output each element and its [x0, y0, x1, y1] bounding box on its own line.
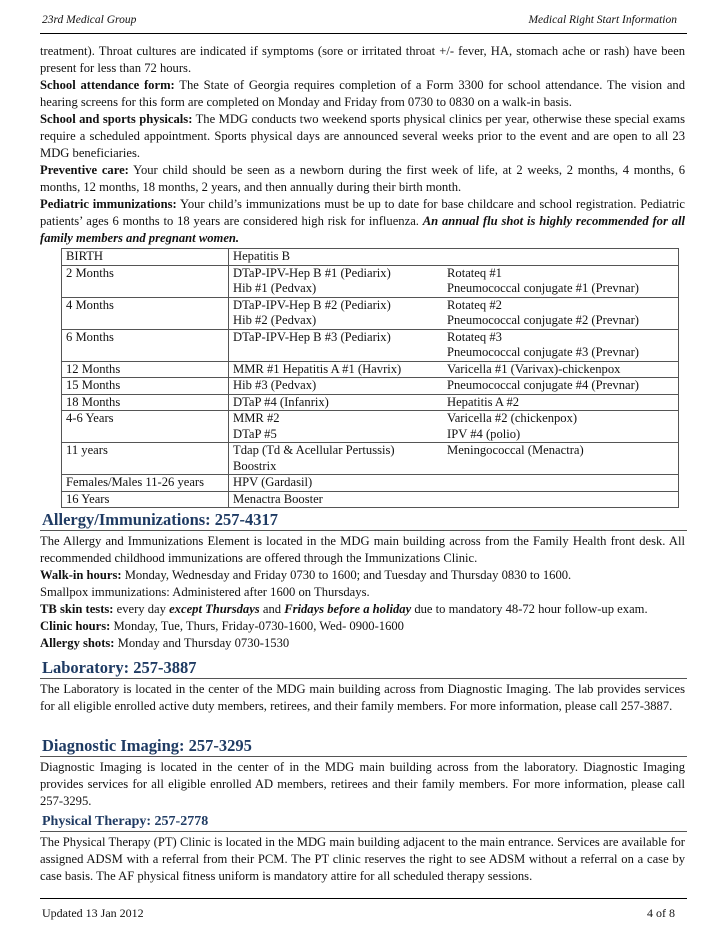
schedule-vaccine-cell — [229, 329, 444, 361]
allergy-shots-text: Monday and Thursday 0730-1530 — [114, 636, 290, 650]
schedule-age-cell: 16 Years — [62, 491, 229, 508]
schedule-row — [62, 265, 679, 297]
schedule-vaccine-line: Pneumococcal conjugate #4 (Prevnar) — [447, 378, 639, 392]
schedule-vaccine-line: HPV (Gardasil) — [233, 475, 313, 489]
walkin-hours-text: Monday, Wednesday and Friday 0730 to 1600; and Tuesday and Thursday 0830 to 1600. — [121, 568, 572, 582]
smallpox-line: Smallpox immunizations: Administered after 1600 on Thursdays. — [40, 585, 370, 599]
schedule-vaccine-cell — [229, 265, 444, 297]
clinic-hours-label: Clinic hours: — [40, 619, 111, 633]
schedule-vaccine-line: Pneumococcal conjugate #2 (Prevnar) — [447, 313, 639, 327]
sports-physicals-paragraph — [40, 111, 685, 162]
schedule-vaccine-line: DTaP-IPV-Hep B #3 (Pediarix) — [233, 329, 391, 344]
schedule-vaccine-line: Hepatitis B — [233, 249, 291, 263]
schedule-vaccine-line — [447, 459, 674, 475]
diagnostic-imaging-heading: Diagnostic Imaging: 257-3295 — [40, 736, 687, 757]
schedule-age-cell: 6 Months — [62, 329, 229, 361]
allergy-heading: Allergy/Immunizations: 257-4317 — [40, 510, 687, 531]
walkin-hours-label: Walk-in hours: — [40, 568, 122, 582]
preventive-care-paragraph — [40, 162, 685, 196]
schedule-age-cell: 11 years — [62, 443, 229, 475]
schedule-vaccine-line: Hib #3 (Pedvax) — [233, 378, 317, 392]
physical-therapy-section — [40, 813, 687, 885]
schedule-vaccine-line: Rotateq #3 — [447, 329, 502, 344]
schedule-vaccine-line: Hib #1 (Pedvax) — [233, 281, 317, 295]
schedule-vaccine-line — [447, 492, 674, 508]
schedule-vaccine-line: Hepatitis A #2 — [447, 394, 520, 409]
diagnostic-imaging-text: Diagnostic Imaging is located in the center of in the MDG main building across from the laboratory. Diagnostic Imaging provides services for all eligible enrolled AD members, retirees and their family members. For more information, please call 257-3295. — [40, 760, 685, 808]
sports-physicals-text: The MDG conducts two weekend sports physical clinics per year, otherwise these special exams require a scheduled appointment. Sports physical days are announced several weeks prior to the event and are open to all 23 MDG beneficiaries. — [40, 112, 685, 160]
schedule-vaccine-line — [447, 249, 674, 265]
intro-body — [40, 43, 685, 508]
allergy-description: The Allergy and Immunizations Element is located in the MDG main building across from the Family Health front desk. All recommended childhood immunizations are offered through the Immunizations Clinic. — [40, 534, 685, 565]
schedule-vaccine-cell — [229, 443, 444, 475]
schedule-vaccine-line — [233, 345, 439, 361]
clinic-hours-line — [40, 618, 685, 635]
schedule-vaccine-cell — [229, 394, 444, 411]
schedule-row — [62, 491, 679, 508]
schedule-additional-cell — [443, 491, 679, 508]
clinic-hours-text: Monday, Tue, Thurs, Friday-0730-1600, Wed- 0900-1600 — [110, 619, 404, 633]
footer-page-number: 4 of 8 — [647, 906, 675, 920]
schedule-age-cell: 2 Months — [62, 265, 229, 297]
schedule-vaccine-line: IPV #4 (polio) — [447, 426, 521, 441]
schedule-row — [62, 249, 679, 266]
schedule-vaccine-line: Meningococcal (Menactra) — [447, 443, 584, 457]
schedule-age-cell: 15 Months — [62, 378, 229, 395]
schedule-additional-cell — [443, 394, 679, 411]
schedule-age-cell: 4-6 Years — [62, 411, 229, 443]
schedule-age-cell: 4 Months — [62, 297, 229, 329]
schedule-additional-cell — [443, 361, 679, 378]
pediatric-immunizations-paragraph — [40, 196, 685, 247]
allergy-shots-line — [40, 635, 685, 652]
schedule-vaccine-cell — [229, 378, 444, 395]
schedule-vaccine-line: Pneumococcal conjugate #3 (Prevnar) — [447, 345, 639, 359]
laboratory-heading: Laboratory: 257-3887 — [40, 658, 687, 679]
laboratory-text: The Laboratory is located in the center of the MDG main building across from Diagnostic Imaging. The lab provides services for all eligible enrolled active duty members, retirees, and their family members. For more information, please call 257-3887. — [40, 682, 685, 713]
physical-therapy-text: The Physical Therapy (PT) Clinic is located in the MDG main building adjacent to the main entrance. Services are available for assigned ADSM with a referral from their PCM. The PT clinic reserves the right to see ADSM without a referral on a case by case basis. The AF physical fitness uniform is mandatory attire for all scheduled therapy sessions. — [40, 835, 685, 883]
allergy-section — [40, 510, 687, 652]
schedule-row — [62, 361, 679, 378]
school-attendance-paragraph — [40, 77, 685, 111]
schedule-vaccine-line — [447, 475, 674, 491]
laboratory-section — [40, 658, 687, 715]
schedule-vaccine-line: Pneumococcal conjugate #1 (Prevnar) — [447, 281, 639, 295]
schedule-additional-cell — [443, 475, 679, 492]
preventive-care-label: Preventive care: — [40, 163, 129, 177]
schedule-vaccine-line: Boostrix — [233, 458, 277, 473]
schedule-row — [62, 475, 679, 492]
schedule-age-cell: 18 Months — [62, 394, 229, 411]
schedule-additional-cell — [443, 411, 679, 443]
schedule-vaccine-cell — [229, 475, 444, 492]
school-attendance-label: School attendance form: — [40, 78, 175, 92]
schedule-vaccine-cell — [229, 361, 444, 378]
schedule-additional-cell — [443, 297, 679, 329]
schedule-vaccine-line: MMR #2 — [233, 411, 280, 425]
schedule-age-cell: Females/Males 11-26 years — [62, 475, 229, 492]
schedule-additional-cell — [443, 443, 679, 475]
sports-physicals-label: School and sports physicals: — [40, 112, 193, 126]
schedule-vaccine-line: DTaP #4 (Infanrix) — [233, 394, 329, 409]
footer-updated-date: Updated 13 Jan 2012 — [42, 906, 144, 920]
flu-shot-recommendation: An annual flu shot is highly recommended for all family members and pregnant women. — [40, 214, 685, 245]
schedule-vaccine-cell — [229, 411, 444, 443]
schedule-vaccine-line: Varicella #2 (chickenpox) — [447, 411, 578, 425]
footer-rule — [40, 898, 687, 899]
schedule-additional-cell — [443, 249, 679, 266]
tb-label: TB skin tests: — [40, 602, 114, 616]
tb-skin-tests-line — [40, 601, 685, 618]
schedule-vaccine-line: Varicella #1 (Varivax)-chickenpox — [447, 361, 621, 376]
tb-text-c: and — [259, 602, 285, 616]
schedule-vaccine-line: DTaP #5 — [233, 426, 277, 441]
schedule-age-cell: BIRTH — [62, 249, 229, 266]
schedule-vaccine-cell — [229, 491, 444, 508]
diagnostic-imaging-section — [40, 736, 687, 810]
schedule-age-cell: 12 Months — [62, 361, 229, 378]
allergy-shots-label: Allergy shots: — [40, 636, 115, 650]
schedule-vaccine-line: MMR #1 Hepatitis A #1 (Havrix) — [233, 361, 402, 376]
immunization-schedule-table — [61, 248, 679, 508]
schedule-additional-cell — [443, 378, 679, 395]
tb-text-a: every day — [113, 602, 170, 616]
tb-text-e: due to mandatory 48-72 hour follow-up exam. — [411, 602, 648, 616]
preventive-care-text: Your child should be seen as a newborn during the first week of life, at 2 weeks, 2 months, 4 months, 6 months, 12 months, 18 months, 2 years, and then annually during their birth month. — [40, 163, 685, 194]
tb-except-thursdays: except Thursdays — [169, 602, 260, 616]
schedule-vaccine-line: DTaP-IPV-Hep B #1 (Pediarix) — [233, 265, 391, 280]
schedule-vaccine-line: Tdap (Td & Acellular Pertussis) — [233, 443, 395, 457]
schedule-row — [62, 378, 679, 395]
schedule-vaccine-line: Rotateq #2 — [447, 297, 502, 312]
schedule-additional-cell — [443, 329, 679, 361]
physical-therapy-heading: Physical Therapy: 257-2778 — [40, 813, 687, 832]
walkin-hours-line — [40, 567, 685, 584]
schedule-row — [62, 297, 679, 329]
schedule-row — [62, 394, 679, 411]
page-header — [40, 14, 687, 30]
schedule-vaccine-line: DTaP-IPV-Hep B #2 (Pediarix) — [233, 297, 391, 312]
pediatric-immunizations-label: Pediatric immunizations: — [40, 197, 177, 211]
schedule-vaccine-cell — [229, 249, 444, 266]
schedule-vaccine-line: Hib #2 (Pedvax) — [233, 313, 317, 327]
schedule-additional-cell — [443, 265, 679, 297]
header-org: 23rd Medical Group — [42, 14, 137, 26]
tb-fridays-holiday: Fridays before a holiday — [284, 602, 412, 616]
schedule-row — [62, 329, 679, 361]
schedule-vaccine-cell — [229, 297, 444, 329]
header-doc-title: Medical Right Start Information — [528, 14, 677, 26]
header-rule — [40, 33, 687, 34]
school-attendance-text: The State of Georgia requires completion of a Form 3300 for school attendance. The vision and hearing screens for this form are completed on Monday and Friday from 0730 to 0830 on a walk-in basis. — [40, 78, 685, 109]
throat-culture-text: treatment). Throat cultures are indicated if symptoms (sore or irritated throat +/- fever, HA, stomach ache or rash) have been present for less than 72 hours. — [40, 44, 685, 75]
schedule-vaccine-line: Rotateq #1 — [447, 265, 502, 280]
pediatric-immunizations-text: Your child’s immunizations must be up to date for base childcare and school registration. Pediatric patients’ ages 6 months to 18 years are considered high risk for influenza. — [40, 197, 685, 228]
schedule-row — [62, 411, 679, 443]
schedule-row — [62, 443, 679, 475]
schedule-vaccine-line: Menactra Booster — [233, 491, 323, 506]
